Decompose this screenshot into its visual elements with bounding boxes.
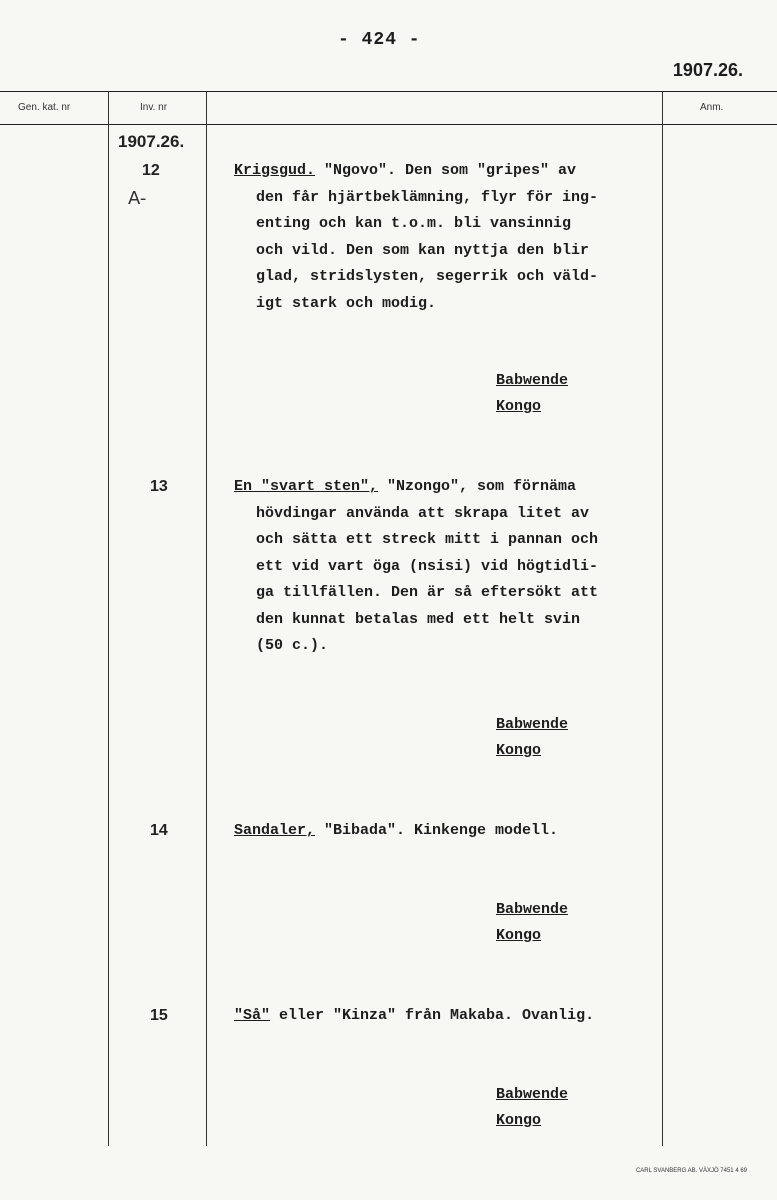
- provenance-people: Babwende: [496, 901, 569, 918]
- provenance: [496, 368, 568, 420]
- column-divider-gen: [108, 91, 109, 1146]
- inv-number: 13: [150, 478, 168, 495]
- provenance-people: Babwende: [496, 716, 569, 733]
- entry-line: ett vid vart öga (nsisi) vid högtidli-: [256, 557, 599, 575]
- entry-line: den kunnat betalas med ett helt svin: [256, 610, 581, 628]
- provenance-region: Kongo: [496, 742, 542, 759]
- printer-imprint: CARL SVANBERG AB. VÄXJÖ 7451 4 69: [635, 1168, 747, 1174]
- entry-first-line: "Nzongo", som förnäma: [378, 478, 577, 495]
- entry-title: "Så": [234, 1007, 271, 1024]
- entry-line: enting och kan t.o.m. bli vansinnig: [256, 215, 572, 232]
- handwritten-mark: A-: [128, 188, 147, 209]
- entry-first-line: eller "Kinza" från Makaba. Ovanlig.: [270, 1007, 595, 1024]
- provenance-region: Kongo: [496, 398, 542, 415]
- column-header-anm: Anm.: [700, 102, 724, 113]
- entry-title: Krigsgud.: [234, 162, 316, 179]
- inv-number: 12: [142, 162, 160, 179]
- entry-line: (50 c.).: [256, 637, 329, 654]
- provenance: [496, 712, 568, 764]
- entry-description: [234, 474, 664, 660]
- provenance: [496, 897, 568, 949]
- column-divider-inv: [206, 91, 207, 1146]
- entry-first-line: "Bibada". Kinkenge modell.: [315, 822, 559, 839]
- provenance-region: Kongo: [496, 927, 542, 944]
- entry-line: hövdingar använda att skrapa litet av: [256, 504, 590, 522]
- entry-line: glad, stridslysten, segerrik och väld-: [256, 268, 599, 285]
- header-top-rule: [0, 91, 777, 92]
- inv-number: 15: [150, 1007, 168, 1024]
- entry-title: En "svart sten",: [234, 478, 379, 495]
- column-header-gen-kat-nr: Gen. kat. nr: [18, 102, 71, 113]
- entry-description: [234, 158, 664, 317]
- header-bottom-rule: [0, 124, 777, 125]
- entry-first-line: "Ngovo". Den som "gripes" av: [315, 162, 577, 179]
- provenance: [496, 1082, 568, 1134]
- entry-line: ga tillfällen. Den är så eftersökt att: [256, 584, 599, 601]
- page-number: - 424 -: [338, 30, 421, 50]
- provenance-people: Babwende: [496, 372, 569, 389]
- entry-line: och sätta ett streck mitt i pannan och: [256, 531, 599, 548]
- entry-line: igt stark och modig.: [256, 294, 437, 312]
- entry-description: [234, 818, 664, 845]
- entry-description: [234, 1003, 684, 1030]
- column-header-inv-nr: Inv. nr: [140, 102, 168, 113]
- entry-line: den får hjärtbeklämning, flyr för ing-: [256, 188, 599, 206]
- series-label: 1907.26.: [118, 132, 185, 151]
- series-header: 1907.26.: [672, 60, 743, 80]
- entry-title: Sandaler,: [234, 822, 316, 839]
- provenance-region: Kongo: [496, 1112, 542, 1129]
- provenance-people: Babwende: [496, 1086, 569, 1103]
- inv-number: 14: [150, 822, 168, 839]
- entry-line: och vild. Den som kan nyttja den blir: [256, 241, 590, 259]
